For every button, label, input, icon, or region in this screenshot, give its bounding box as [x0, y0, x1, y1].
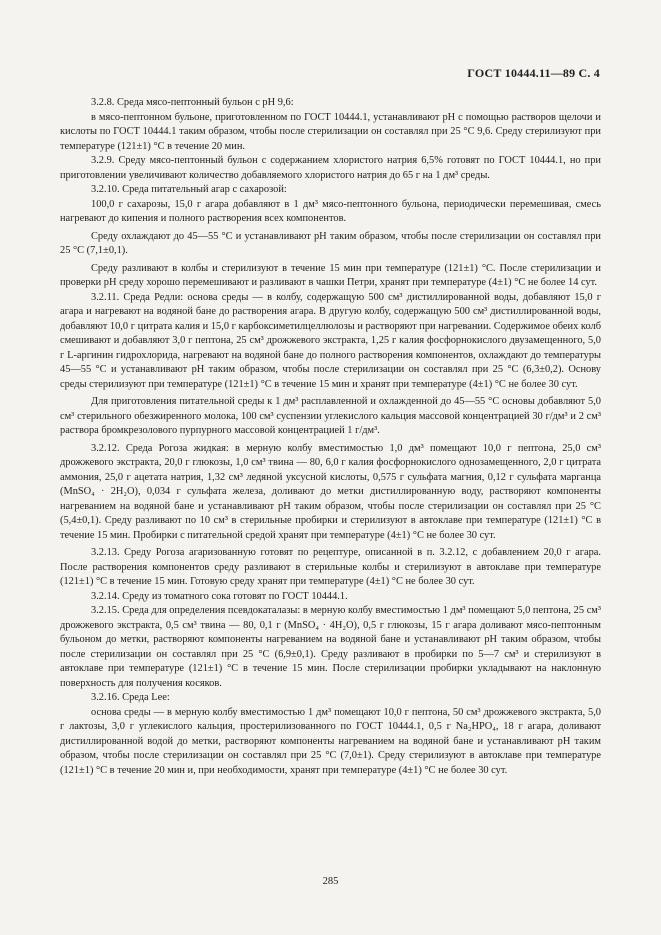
- paragraph: Для приготовления питательной среды к 1 дм³ расплавленной и охлажденной до 45—55 °С основы добавляют 5,0 см³ стерильного обезжиренного молока, 100 см³ суспензии углекислого кальция массовой концентрацией 30 г/дм³ и 2 см³ раствора бромкрезолового пурпурного массовой концентрацией 1 г/дм³.: [60, 396, 601, 436]
- paragraph: основа среды — в мерную колбу вместимостью 1 дм³ помещают 10,0 г пептона, 50 см³ дрожжевого экстракта, 5,0 г лактозы, 3,0 г углекислого кальция, простерилизованного по ГОСТ 10444.1, 0,5 г Na₂HPO₄, 18 г агара, доливают дистиллированной водой до метки, растворяют компоненты нагреванием на водяной бане и устанавливают pH таким образом, чтобы после стерилизации он составлял при 25 °С (7,0±1). Среду стерилизуют в автоклаве при температуре (121±1) °С в течение 20 мин и, при необходимости, хранят при температуре (4±1) °С не более 30 сут.: [60, 706, 601, 776]
- paragraph-3-2-15: 3.2.15. Среда для определения псевдокаталазы: в мерную колбу вместимостью 1 дм³ помещают 5,0 пептона, 25 см³ дрожжевого экстракта, 0,5 см³ твина — 80, 0,1 г (MnSO₄ · 4H₂O), 0,5 г глюкозы, 15 г агара доливают мясо-пептонным бульоном до метки, растворяют компоненты нагреванием на водяной бане и устанавливают pH таким образом, чтобы после стерилизации он составлял при 25 °С (6,9±0,1). Среду разливают в пробирки по 5—7 см³ и стерилизуют в автоклаве при температуре (121±1) °С в течение 15 мин. После стерилизации пробирки укладывают на наклонную поверхность для получения косяков.: [60, 605, 601, 689]
- paragraph-3-2-11: 3.2.11. Среда Редли: основа среды — в колбу, содержащую 500 см³ дистиллированной воды, добавляют 15,0 г агара и нагревают на водяной бане до растворения агара. В другую колбу, содержащую 500 см³ дистиллированной воды, добавляют 10,0 г цитрата калия и 15,0 г карбоксиметилцеллюлозы и растворяют при нагревании. Содержимое обеих колб смешивают и добавляют 3,0 г пептона, 25 см³ дрожжевого экстракта, 1,25 г калия фосфорнокислого двузамещенного, 5,0 г L-аргинин гидрохлорида, нагревают на водяной бане до полного растворения компонентов, охлаждают до температуры 45—55 °С и устанавливают pH таким образом, чтобы после стерилизации он составлял при 25 °С (6,3±0,2). Основу среды стерилизуют при температуре (121±1) °С в течение 15 мин и хранят при температуре (4±1) °С не более 30 сут.: [60, 291, 601, 390]
- document-body: [60, 96, 601, 778]
- paragraph-3-2-14: 3.2.14. Среду из томатного сока готовят по ГОСТ 10444.1.: [91, 590, 348, 602]
- paragraph-3-2-8-title: 3.2.8. Среда мясо-пептонный бульон с pH 9,6:: [91, 97, 294, 108]
- paragraph: Среду охлаждают до 45—55 °С и устанавливают pH таким образом, чтобы после стерилизации он составлял при 25 °С (7,1±0,1).: [60, 230, 601, 256]
- paragraph-3-2-10-title: 3.2.10. Среда питательный агар с сахарозой:: [91, 184, 287, 195]
- page-header: ГОСТ 10444.11—89 С. 4: [467, 66, 600, 80]
- paragraph: Среду разливают в колбы и стерилизуют в течение 15 мин при температуре (121±1) °С. После стерилизации и проверки pH среду хорошо перемешивают и разливают в чашки Петри, хранят при температуре (4±1) °С не более 14 сут.: [60, 262, 601, 288]
- page-number: 285: [322, 876, 339, 887]
- paragraph-3-2-16-title: 3.2.16. Среда Lee:: [91, 692, 170, 703]
- paragraph-3-2-12: 3.2.12. Среда Рогоза жидкая: в мерную колбу вместимостью 1,0 дм³ помещают 10,0 г пептона, 25,0 см³ дрожжевого экстракта, 20,0 г глюкозы, 1,0 см³ твина — 80, 6,0 г калия фосфорнокислого однозамещенного, 2,0 г цитрата аммония, 25,0 г ацетата натрия, 1,32 см³ ледяной уксусной кислоты, 0,575 г сульфата магния, 0,12 г сульфата марганца (MnSO₄ · 2H₂O), 0,034 г сульфата железа, доливают до метки дистиллированную воду, растворяют компоненты нагреванием на водяной бане и устанавливают pH таким образом, чтобы после стерилизации он составлял при 25 °С (5,4±0,1). Среду разливают по 10 см³ в стерильные пробирки и стерилизуют в автоклаве при температуре (121±1) °С в течение 15 мин. Пробирки с питательной средой хранят при температуре (4±1) °С не более 30 сут.: [60, 442, 601, 541]
- paragraph: 100,0 г сахарозы, 15,0 г агара добавляют в 1 дм³ мясо-пептонного бульона, периодически перемешивая, смесь нагревают до кипения и полного растворения всех компонентов.: [60, 198, 601, 224]
- paragraph: в мясо-пептонном бульоне, приготовленном по ГОСТ 10444.1, устанавливают pH с помощью растворов щелочи и кислоты по ГОСТ 10444.1 таким образом, чтобы после стерилизации он составлял при 25 °С 9,6. Среду стерилизуют при температуре (121±1) °С в течение 20 мин.: [60, 111, 601, 152]
- paragraph-3-2-13: 3.2.13. Среду Рогоза агаризованную готовят по рецептуре, описанной в п. 3.2.12, с добавлением 20,0 г агара. После растворения компонентов среду разливают в стерильные колбы и стерилизуют в автоклаве при температуре (121±1) °С в течение 15 мин. Готовую среду хранят при температуре (4±1) °С не более 30 сут.: [60, 547, 601, 587]
- paragraph-3-2-9: 3.2.9. Среду мясо-пептонный бульон с содержанием хлористого натрия 6,5% готовят по ГОСТ 10444.1, но при приготовлении увеличивают количество добавляемого хлористого натрия до 65 г на 1 дм³ среды.: [60, 155, 601, 181]
